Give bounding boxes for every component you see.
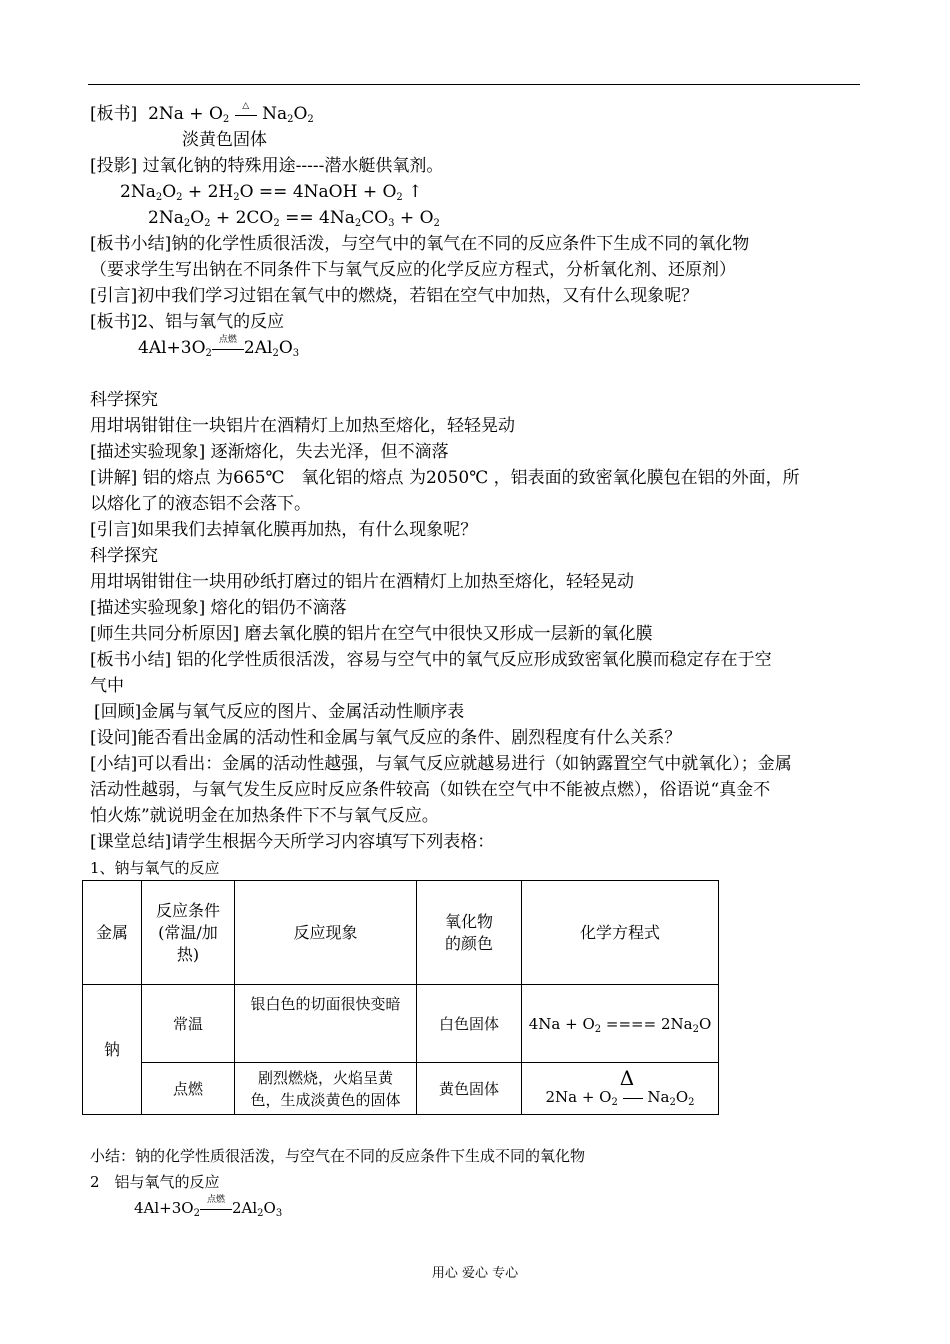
- blackboard-aluminum: [板书]2、铝与氧气的反应: [90, 312, 285, 332]
- equation-part: Na: [262, 104, 288, 124]
- equation-water: $2Na_2O_2 + 2H_2O$ == 4NaOH + $O_2$ ↑: [120, 182, 423, 203]
- metal-cell: 钠: [83, 985, 142, 1115]
- text-line: 怕火炼”就说明金在加热条件下不与氧气反应。: [90, 806, 439, 826]
- aluminum-heading: 2 铝与氧气的反应: [90, 1173, 220, 1191]
- summary-line: [板书小结]钠的化学性质很活泼，与空气中的氧气在不同的反应条件下生成不同的氧化物: [90, 234, 750, 254]
- equation-aluminum-2: $4Al+3O_2$ 点燃 $2Al_2O_3$: [134, 1195, 283, 1219]
- header-color: 氧化物的颜色: [417, 881, 522, 985]
- projection-line: [投影] 过氧化钠的特殊用途-----潜水艇供氧剂。: [90, 156, 444, 176]
- text-line: [小结]可以看出：金属的活动性越强，与氧气反应就越易进行（如钠露置空气中就氧化）；金属: [90, 754, 792, 774]
- color-cell: 黄色固体: [417, 1063, 522, 1115]
- header-metal: 金属: [83, 881, 142, 985]
- text-line: [描述实验现象] 逐渐熔化，失去光泽，但不滴落: [90, 442, 449, 462]
- header-condition: 反应条件(常温/加热): [142, 881, 235, 985]
- text-line: 以熔化了的液态铝不会落下。: [90, 494, 311, 514]
- text-line: [讲解] 铝的熔点 为665℃ 氧化铝的熔点 为2050℃ ，铝表面的致密氧化膜包在铝的外面，所: [90, 468, 800, 488]
- condition-cell: 点燃: [142, 1063, 235, 1115]
- equation-cell: $4Na + O_2$ ==== $2Na_2O$: [522, 985, 719, 1063]
- equation-aluminum: $4Al+3O_2$ 点燃 $2Al_2O_3$: [138, 335, 300, 359]
- sodium-oxygen-table: [82, 880, 719, 1115]
- text-line: [师生共同分析原因] 磨去氧化膜的铝片在空气中很快又形成一层新的氧化膜: [90, 624, 653, 644]
- equation-cell: Δ $2Na + O_2$ $Na_2O_2$: [522, 1063, 719, 1115]
- text-line: [回顾]金属与氧气反应的图片、金属活动性顺序表: [94, 702, 465, 722]
- equation-co2: $2Na_2O_2 + 2CO_2 == 4Na_2CO_3 + O_2$: [148, 208, 440, 229]
- delta-symbol: Δ: [619, 1066, 635, 1090]
- blackboard-line-1: [板书] $2Na + O_2$ △ $Na_2O_2$: [90, 101, 314, 125]
- summary-after-table: 小结：钠的化学性质很活泼，与空气在不同的反应条件下生成不同的氧化物: [90, 1147, 586, 1165]
- text-line: [描述实验现象] 熔化的铝仍不滴落: [90, 598, 347, 618]
- phenomenon-cell: 剧烈燃烧，火焰呈黄色，生成淡黄色的固体: [235, 1063, 417, 1115]
- product-description: 淡黄色固体: [182, 130, 267, 150]
- header-equation: 化学方程式: [522, 881, 719, 985]
- text-line: 用坩埚钳钳住一块铝片在酒精灯上加热至熔化，轻轻晃动: [90, 416, 515, 436]
- text-line: [板书小结] 铝的化学性质很活泼，容易与空气中的氧气反应形成致密氧化膜而稳定存在于空: [90, 650, 772, 670]
- color-cell: 白色固体: [417, 985, 522, 1063]
- header-phenomenon: 反应现象: [235, 881, 417, 985]
- section-heading: 科学探究: [90, 546, 158, 566]
- header-rule: [88, 84, 860, 85]
- page-footer: 用心 爱心 专心: [431, 1266, 519, 1281]
- condition-cell: 常温: [142, 985, 235, 1063]
- text-line: [引言]如果我们去掉氧化膜再加热，有什么现象呢？: [90, 520, 478, 540]
- section-heading: 科学探究: [90, 390, 158, 410]
- text-line: [设问]能否看出金属的活动性和金属与氧气反应的条件、剧烈程度有什么关系？: [90, 728, 682, 748]
- tag: [板书]: [90, 104, 138, 124]
- table-caption: 1、钠与氧气的反应: [90, 859, 220, 877]
- text-line: 活动性越弱，与氧气发生反应时反应条件较高（如铁在空气中不能被点燃），俗语说“真金不: [90, 780, 771, 800]
- heating-condition: △: [235, 109, 257, 119]
- equation-part: 2Na + O: [148, 104, 223, 124]
- text-line: 气中: [90, 676, 124, 696]
- phenomenon-cell: 银白色的切面很快变暗: [235, 985, 417, 1063]
- intro-line: [引言]初中我们学习过铝在氧气中的燃烧，若铝在空气中加热，又有什么现象呢？: [90, 286, 699, 306]
- text-line: [课堂总结]请学生根据今天所学习内容填写下列表格：: [90, 832, 495, 852]
- text-line: 用坩埚钳钳住一块用砂纸打磨过的铝片在酒精灯上加热至熔化，轻轻晃动: [90, 572, 634, 592]
- note-line: （要求学生写出钠在不同条件下与氧气反应的化学反应方程式，分析氧化剂、还原剂）: [90, 260, 736, 280]
